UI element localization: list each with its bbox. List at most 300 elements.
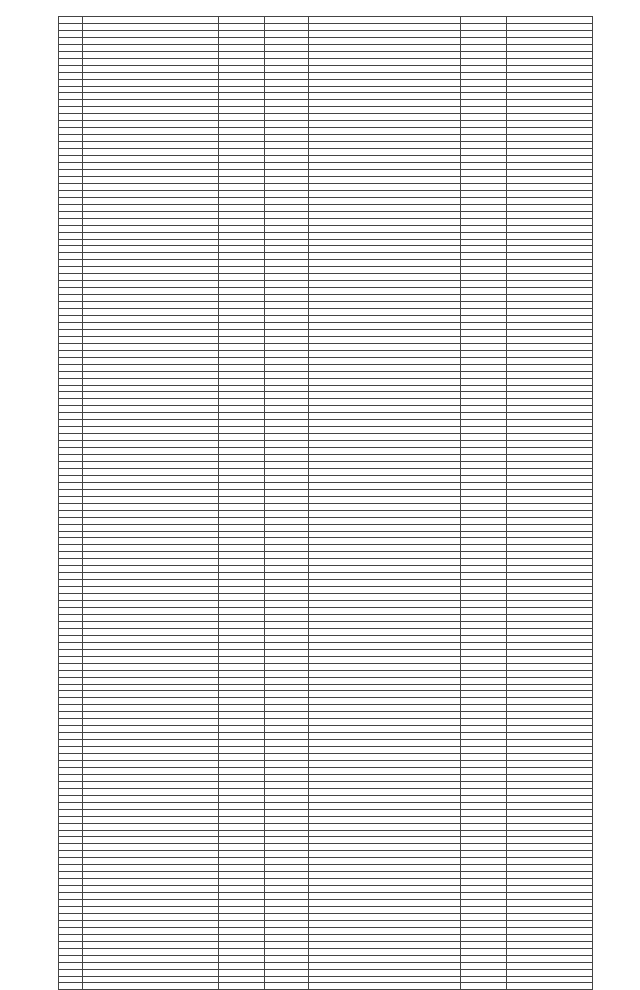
cell-cost [507, 816, 593, 823]
cell-row-id [59, 740, 83, 747]
cell-work-type [309, 920, 461, 927]
table-row [59, 927, 593, 934]
cell-plan-year [461, 197, 507, 204]
cell-build-year [219, 65, 265, 72]
cell-cost [507, 100, 593, 107]
table-row [59, 941, 593, 948]
cell-work-type [309, 176, 461, 183]
cell-cost [507, 149, 593, 156]
table-row [59, 142, 593, 149]
table-row [59, 628, 593, 635]
cell-plan-year [461, 288, 507, 295]
cell-cost [507, 628, 593, 635]
cell-row-id [59, 760, 83, 767]
cell-row-id [59, 128, 83, 135]
cell-cost [507, 545, 593, 552]
cell-blank [265, 628, 309, 635]
cell-work-type [309, 691, 461, 698]
cell-build-year [219, 44, 265, 51]
cell-plan-year [461, 740, 507, 747]
cell-cost [507, 920, 593, 927]
cell-work-type [309, 100, 461, 107]
cell-blank [265, 774, 309, 781]
cell-address [83, 482, 219, 489]
cell-blank [265, 86, 309, 93]
cell-cost [507, 635, 593, 642]
cell-blank [265, 747, 309, 754]
cell-cost [507, 754, 593, 761]
cell-blank [265, 719, 309, 726]
table-row [59, 580, 593, 587]
cell-build-year [219, 628, 265, 635]
table-row [59, 781, 593, 788]
cell-plan-year [461, 246, 507, 253]
cell-cost [507, 378, 593, 385]
cell-blank [265, 462, 309, 469]
cell-build-year [219, 510, 265, 517]
cell-plan-year [461, 760, 507, 767]
cell-row-id [59, 218, 83, 225]
cell-build-year [219, 176, 265, 183]
table-row [59, 920, 593, 927]
cell-plan-year [461, 920, 507, 927]
table-row [59, 503, 593, 510]
cell-address [83, 329, 219, 336]
cell-plan-year [461, 830, 507, 837]
cell-plan-year [461, 441, 507, 448]
cell-work-type [309, 976, 461, 983]
cell-row-id [59, 747, 83, 754]
cell-plan-year [461, 315, 507, 322]
table-row [59, 163, 593, 170]
cell-build-year [219, 844, 265, 851]
cell-cost [507, 524, 593, 531]
cell-address [83, 183, 219, 190]
cell-build-year [219, 315, 265, 322]
cell-build-year [219, 413, 265, 420]
cell-row-id [59, 851, 83, 858]
cell-cost [507, 218, 593, 225]
cell-work-type [309, 121, 461, 128]
cell-blank [265, 698, 309, 705]
cell-blank [265, 795, 309, 802]
cell-cost [507, 719, 593, 726]
cell-cost [507, 733, 593, 740]
cell-work-type [309, 190, 461, 197]
cell-cost [507, 135, 593, 142]
cell-work-type [309, 531, 461, 538]
cell-address [83, 781, 219, 788]
cell-row-id [59, 427, 83, 434]
cell-blank [265, 580, 309, 587]
table-row [59, 538, 593, 545]
cell-work-type [309, 573, 461, 580]
cell-plan-year [461, 774, 507, 781]
cell-row-id [59, 656, 83, 663]
cell-row-id [59, 754, 83, 761]
cell-address [83, 545, 219, 552]
cell-work-type [309, 802, 461, 809]
cell-build-year [219, 121, 265, 128]
cell-plan-year [461, 51, 507, 58]
table-row [59, 608, 593, 615]
cell-work-type [309, 663, 461, 670]
cell-row-id [59, 601, 83, 608]
cell-work-type [309, 872, 461, 879]
cell-row-id [59, 406, 83, 413]
cell-build-year [219, 156, 265, 163]
cell-address [83, 872, 219, 879]
cell-work-type [309, 754, 461, 761]
table-row [59, 733, 593, 740]
table-row [59, 774, 593, 781]
cell-address [83, 510, 219, 517]
cell-blank [265, 983, 309, 990]
cell-build-year [219, 858, 265, 865]
cell-row-id [59, 719, 83, 726]
cell-plan-year [461, 309, 507, 316]
cell-blank [265, 107, 309, 114]
cell-address [83, 218, 219, 225]
cell-cost [507, 941, 593, 948]
table-row [59, 907, 593, 914]
cell-build-year [219, 462, 265, 469]
cell-work-type [309, 392, 461, 399]
cell-row-id [59, 413, 83, 420]
cell-cost [507, 879, 593, 886]
cell-plan-year [461, 552, 507, 559]
cell-address [83, 830, 219, 837]
cell-row-id [59, 420, 83, 427]
cell-build-year [219, 496, 265, 503]
cell-work-type [309, 545, 461, 552]
cell-plan-year [461, 302, 507, 309]
cell-address [83, 594, 219, 601]
cell-plan-year [461, 72, 507, 79]
cell-address [83, 851, 219, 858]
table-row [59, 962, 593, 969]
cell-cost [507, 559, 593, 566]
cell-blank [265, 913, 309, 920]
cell-blank [265, 385, 309, 392]
table-row [59, 302, 593, 309]
cell-build-year [219, 781, 265, 788]
table-row [59, 614, 593, 621]
cell-row-id [59, 628, 83, 635]
table-row [59, 969, 593, 976]
cell-row-id [59, 705, 83, 712]
cell-blank [265, 781, 309, 788]
cell-build-year [219, 635, 265, 642]
cell-address [83, 441, 219, 448]
cell-blank [265, 455, 309, 462]
cell-address [83, 496, 219, 503]
cell-cost [507, 434, 593, 441]
cell-row-id [59, 65, 83, 72]
cell-row-id [59, 913, 83, 920]
cell-work-type [309, 684, 461, 691]
cell-build-year [219, 649, 265, 656]
cell-blank [265, 190, 309, 197]
cell-plan-year [461, 225, 507, 232]
capital-repair-table [58, 16, 593, 990]
cell-plan-year [461, 733, 507, 740]
table-row [59, 413, 593, 420]
cell-plan-year [461, 37, 507, 44]
cell-work-type [309, 225, 461, 232]
cell-blank [265, 503, 309, 510]
table-row [59, 747, 593, 754]
cell-build-year [219, 211, 265, 218]
cell-plan-year [461, 524, 507, 531]
table-row [59, 406, 593, 413]
cell-work-type [309, 705, 461, 712]
cell-cost [507, 295, 593, 302]
cell-blank [265, 37, 309, 44]
cell-address [83, 948, 219, 955]
cell-blank [265, 427, 309, 434]
cell-plan-year [461, 17, 507, 24]
cell-blank [265, 288, 309, 295]
cell-row-id [59, 879, 83, 886]
cell-build-year [219, 475, 265, 482]
table-row [59, 253, 593, 260]
table-row [59, 336, 593, 343]
cell-address [83, 552, 219, 559]
cell-cost [507, 364, 593, 371]
cell-work-type [309, 893, 461, 900]
cell-row-id [59, 448, 83, 455]
cell-work-type [309, 197, 461, 204]
cell-plan-year [461, 253, 507, 260]
cell-row-id [59, 329, 83, 336]
cell-plan-year [461, 462, 507, 469]
cell-row-id [59, 531, 83, 538]
cell-row-id [59, 211, 83, 218]
cell-address [83, 927, 219, 934]
table-row [59, 754, 593, 761]
cell-blank [265, 142, 309, 149]
cell-row-id [59, 733, 83, 740]
cell-plan-year [461, 350, 507, 357]
cell-build-year [219, 455, 265, 462]
cell-work-type [309, 315, 461, 322]
cell-blank [265, 267, 309, 274]
cell-work-type [309, 934, 461, 941]
table-row [59, 448, 593, 455]
cell-row-id [59, 183, 83, 190]
cell-work-type [309, 462, 461, 469]
cell-work-type [309, 434, 461, 441]
cell-plan-year [461, 496, 507, 503]
cell-build-year [219, 406, 265, 413]
cell-plan-year [461, 788, 507, 795]
cell-build-year [219, 941, 265, 948]
cell-blank [265, 149, 309, 156]
table-row [59, 601, 593, 608]
cell-cost [507, 58, 593, 65]
cell-plan-year [461, 955, 507, 962]
cell-cost [507, 934, 593, 941]
cell-blank [265, 65, 309, 72]
cell-address [83, 503, 219, 510]
cell-build-year [219, 93, 265, 100]
table-row [59, 176, 593, 183]
cell-row-id [59, 246, 83, 253]
cell-blank [265, 754, 309, 761]
table-row [59, 712, 593, 719]
cell-row-id [59, 872, 83, 879]
cell-build-year [219, 190, 265, 197]
cell-address [83, 955, 219, 962]
cell-address [83, 608, 219, 615]
cell-work-type [309, 142, 461, 149]
cell-plan-year [461, 816, 507, 823]
cell-build-year [219, 927, 265, 934]
cell-plan-year [461, 336, 507, 343]
cell-build-year [219, 740, 265, 747]
cell-work-type [309, 44, 461, 51]
cell-plan-year [461, 142, 507, 149]
cell-row-id [59, 197, 83, 204]
cell-row-id [59, 524, 83, 531]
cell-blank [265, 315, 309, 322]
cell-work-type [309, 614, 461, 621]
cell-build-year [219, 357, 265, 364]
cell-plan-year [461, 357, 507, 364]
table-row [59, 246, 593, 253]
cell-address [83, 475, 219, 482]
cell-build-year [219, 934, 265, 941]
cell-build-year [219, 907, 265, 914]
cell-build-year [219, 767, 265, 774]
table-row [59, 329, 593, 336]
cell-build-year [219, 795, 265, 802]
cell-work-type [309, 496, 461, 503]
cell-address [83, 517, 219, 524]
table-row [59, 788, 593, 795]
cell-build-year [219, 913, 265, 920]
cell-plan-year [461, 976, 507, 983]
cell-work-type [309, 726, 461, 733]
cell-build-year [219, 79, 265, 86]
cell-work-type [309, 907, 461, 914]
cell-build-year [219, 274, 265, 281]
table-row [59, 51, 593, 58]
cell-blank [265, 100, 309, 107]
cell-blank [265, 281, 309, 288]
cell-cost [507, 740, 593, 747]
cell-plan-year [461, 767, 507, 774]
table-row [59, 100, 593, 107]
cell-plan-year [461, 413, 507, 420]
cell-work-type [309, 601, 461, 608]
cell-row-id [59, 455, 83, 462]
cell-blank [265, 239, 309, 246]
cell-blank [265, 663, 309, 670]
cell-address [83, 23, 219, 30]
cell-build-year [219, 719, 265, 726]
table-row [59, 983, 593, 990]
cell-cost [507, 267, 593, 274]
cell-cost [507, 503, 593, 510]
cell-cost [507, 642, 593, 649]
cell-work-type [309, 823, 461, 830]
cell-address [83, 281, 219, 288]
cell-row-id [59, 608, 83, 615]
cell-address [83, 823, 219, 830]
cell-address [83, 434, 219, 441]
cell-build-year [219, 830, 265, 837]
cell-plan-year [461, 656, 507, 663]
cell-cost [507, 913, 593, 920]
cell-work-type [309, 712, 461, 719]
cell-plan-year [461, 587, 507, 594]
cell-work-type [309, 468, 461, 475]
table-row [59, 156, 593, 163]
cell-work-type [309, 767, 461, 774]
cell-work-type [309, 302, 461, 309]
cell-build-year [219, 684, 265, 691]
cell-row-id [59, 844, 83, 851]
cell-build-year [219, 135, 265, 142]
cell-blank [265, 760, 309, 767]
cell-address [83, 420, 219, 427]
cell-cost [507, 79, 593, 86]
cell-work-type [309, 580, 461, 587]
cell-build-year [219, 385, 265, 392]
table-row [59, 364, 593, 371]
cell-plan-year [461, 156, 507, 163]
cell-blank [265, 893, 309, 900]
cell-work-type [309, 879, 461, 886]
cell-plan-year [461, 809, 507, 816]
cell-blank [265, 364, 309, 371]
cell-blank [265, 635, 309, 642]
cell-address [83, 802, 219, 809]
cell-work-type [309, 371, 461, 378]
cell-blank [265, 788, 309, 795]
cell-cost [507, 183, 593, 190]
cell-address [83, 468, 219, 475]
cell-cost [507, 872, 593, 879]
cell-plan-year [461, 983, 507, 990]
cell-cost [507, 357, 593, 364]
cell-plan-year [461, 754, 507, 761]
cell-row-id [59, 239, 83, 246]
cell-build-year [219, 733, 265, 740]
table-row [59, 524, 593, 531]
cell-plan-year [461, 281, 507, 288]
cell-build-year [219, 503, 265, 510]
cell-row-id [59, 726, 83, 733]
cell-cost [507, 448, 593, 455]
cell-blank [265, 392, 309, 399]
cell-row-id [59, 886, 83, 893]
cell-plan-year [461, 608, 507, 615]
cell-cost [507, 851, 593, 858]
cell-row-id [59, 983, 83, 990]
cell-cost [507, 121, 593, 128]
cell-address [83, 385, 219, 392]
cell-build-year [219, 677, 265, 684]
cell-blank [265, 406, 309, 413]
cell-build-year [219, 288, 265, 295]
cell-cost [507, 691, 593, 698]
cell-plan-year [461, 712, 507, 719]
cell-address [83, 93, 219, 100]
cell-blank [265, 475, 309, 482]
